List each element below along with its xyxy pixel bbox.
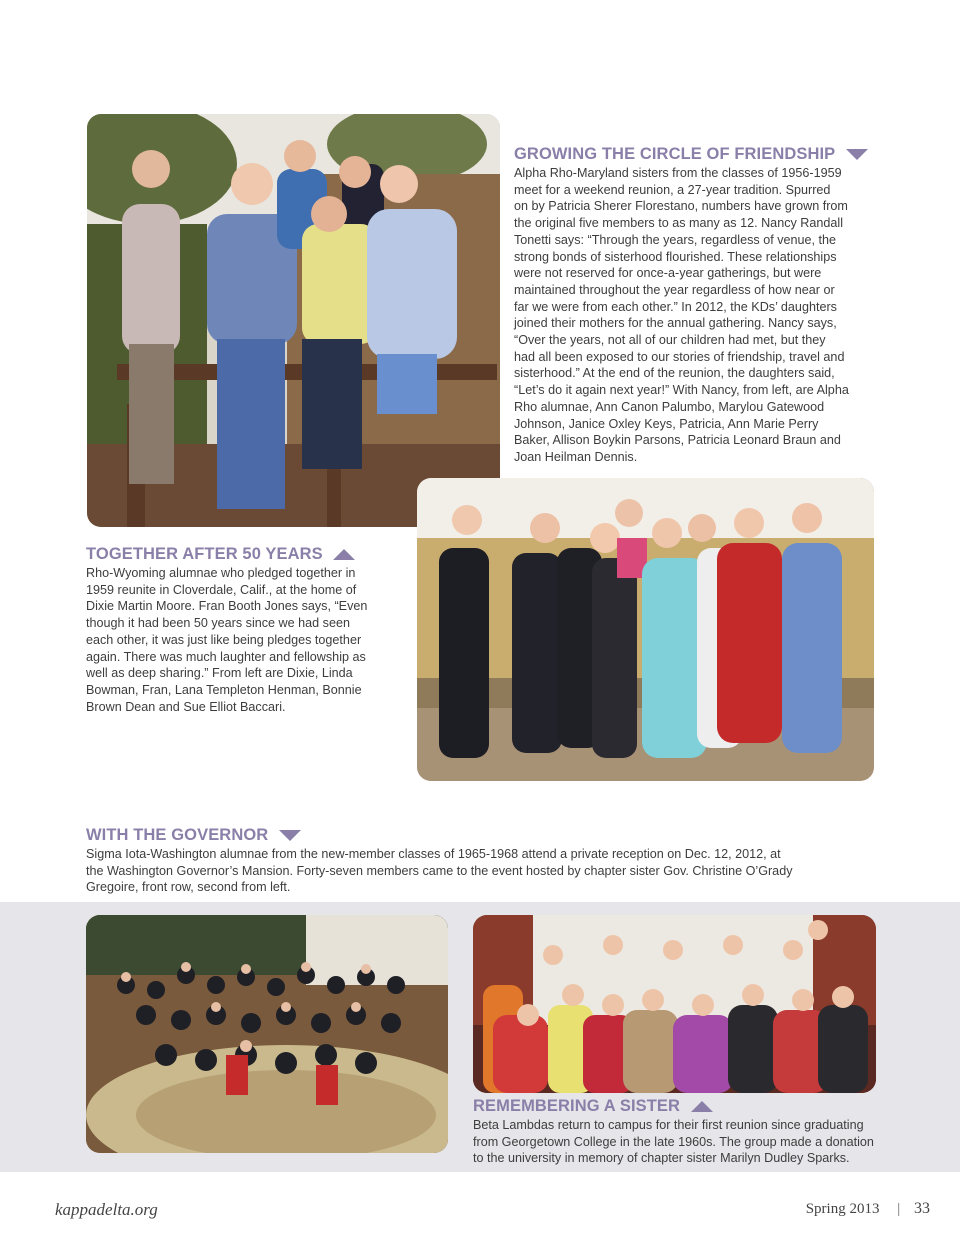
section-title: WITH THE GOVERNOR [86, 826, 886, 845]
footer-issue [806, 1200, 930, 1218]
section-title: REMEMBERING A SISTER [473, 1097, 913, 1116]
photo-alpha-rho-reunion [87, 114, 500, 527]
section-body: Beta Lambdas return to campus for their first reunion since graduating from Georgetown College in the late 1960s. The group made a donation to the university in memory of chapter sister Marilyn Dudley Sparks. [473, 1118, 874, 1166]
photo-governor-mansion [86, 915, 448, 1153]
triangle-down-icon [279, 830, 301, 841]
section-remembering-sister [473, 1097, 913, 1167]
section-title: GROWING THE CIRCLE OF FRIENDSHIP [514, 145, 884, 164]
triangle-up-icon [691, 1101, 713, 1112]
section-body: Sigma Iota-Washington alumnae from the new-member classes of 1965-1968 attend a private reception on Dec. 12, 2012, at the Washington Governor’s Mansion. Forty-seven members came to the event hosted by chapter sister Gov. Christine O’Grady Gregoire, front row, second from left. [86, 847, 793, 895]
footer-separator: | [897, 1201, 901, 1217]
section-body: Alpha Rho-Maryland sisters from the classes of 1956-1959 meet for a weekend reunion, a 27-year tradition. Spurred on by Patricia Sherer Florestano, numbers have grown from the original five members to as many as 12. Nancy Randall Tonetti says: “Through the years, regardless of venue, the strong bonds of sisterhood flourished. These relationships were not reserved for once-a-year gatherings, but were maintained throughout the year regardless of how near or far we were from each other.” In 2012, the KDs’ daughters joined their mothers for the annual gathering. Nancy says, “Over the years, not all of our children had met, but they had all been exposed to our stories of friendship, travel and sisterhood.” At the end of the reunion, the daughters said, “Let’s do it again next year!” With Nancy, from left, are Alpha Rho alumnae, Ann Canon Palumbo, Marylou Gatewood Johnson, Janice Oxley Keys, Patricia, Ann Marie Perry Baker, Allison Boykin Parsons, Patricia Leonard Braun and Joan Heilman Dennis. [514, 166, 849, 464]
page-number: 33 [914, 1200, 930, 1217]
section-title: TOGETHER AFTER 50 YEARS [86, 545, 406, 564]
section-together-50 [86, 545, 406, 715]
section-body: Rho-Wyoming alumnae who pledged together in 1959 reunite in Cloverdale, Calif., at the home of Dixie Martin Moore. Fran Booth Jones says, “Even though it had been 50 years since we had seen each other, it was just like being pledges together again. There was much laughter and fellowship as well as deep sharing.” From left are Dixie, Linda Bowman, Fran, Lana Templeton Henman, Bonnie Brown Dean and Sue Elliot Baccari. [86, 566, 368, 714]
triangle-up-icon [333, 549, 355, 560]
footer-website: kappadelta.org [55, 1200, 158, 1219]
photo-rho-wyoming-reunion [417, 478, 874, 781]
photo-beta-lambda-reunion [473, 915, 876, 1093]
section-with-governor [86, 826, 886, 896]
issue-label: Spring 2013 [805, 1201, 880, 1217]
section-growing-circle [514, 145, 884, 466]
triangle-down-icon [846, 149, 868, 160]
